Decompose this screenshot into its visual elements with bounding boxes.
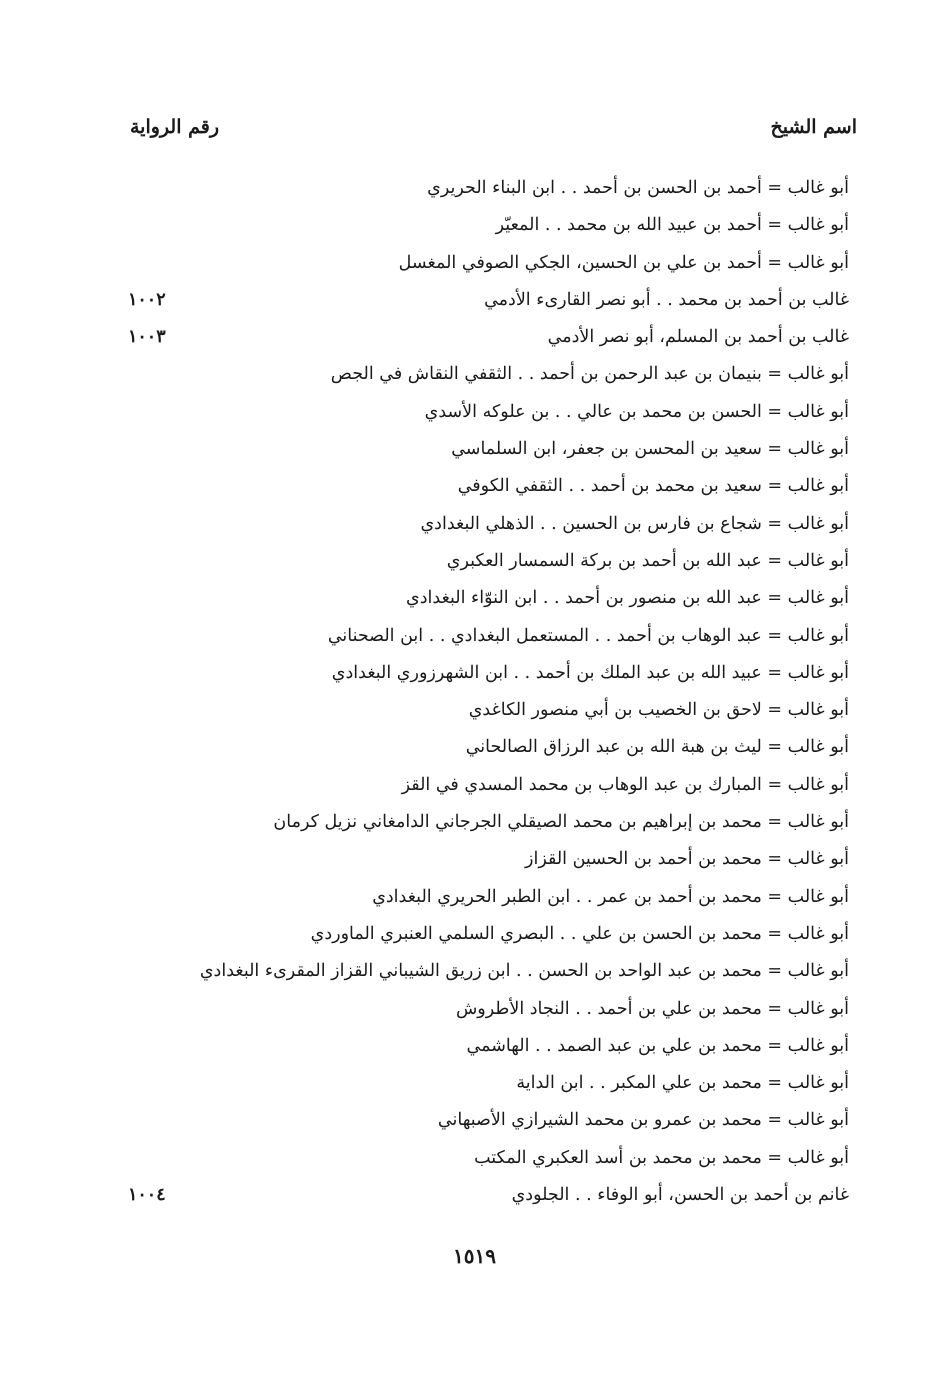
entry-text: أبو غالب = محمد بن الحسن بن علي . . البصري السلمي العنبري الماوردي bbox=[310, 923, 849, 944]
entry-text: غالب بن أحمد بن المسلم، أبو نصر الأدمي bbox=[547, 327, 849, 348]
entries-list bbox=[100, 172, 849, 1216]
page-number: ١٥١٩ bbox=[453, 1244, 496, 1268]
entry-text: أبو غالب = محمد بن علي المكبر . . ابن الداية bbox=[516, 1073, 849, 1094]
entry-text: أبو غالب = محمد بن إبراهيم بن محمد الصيقلي الجرجاني الدامغاني نزيل كرمان bbox=[273, 812, 849, 833]
entry-text: أبو غالب = محمد بن أحمد بن الحسين القزاز bbox=[525, 849, 849, 870]
entry-text: غالب بن أحمد بن محمد . . أبو نصر القارىء الأدمي bbox=[484, 289, 849, 310]
list-item bbox=[100, 881, 849, 918]
list-item bbox=[100, 918, 849, 955]
list-item bbox=[100, 508, 849, 545]
entry-text: أبو غالب = عبيد الله بن عبد الملك بن أحمد . . ابن الشهرزوري البغدادي bbox=[331, 662, 849, 683]
entry-text: أبو غالب = ليث بن هبة الله بن عبد الرزاق الصالحاني bbox=[465, 737, 849, 758]
entry-text: أبو غالب = سعيد بن محمد بن أحمد . . الثقفي الكوفي bbox=[457, 476, 849, 497]
entry-text: أبو غالب = سعيد بن المحسن بن جعفر، ابن السلماسي bbox=[451, 439, 849, 460]
entry-text: أبو غالب = محمد بن عبد الواحد بن الحسن . . ابن زريق الشيباني القزاز المقرىء البغدادي bbox=[199, 961, 849, 982]
list-item bbox=[100, 358, 849, 395]
entry-text: غانم بن أحمد بن الحسن، أبو الوفاء . . الجلودي bbox=[511, 1185, 849, 1206]
column-header-sheikh-name: اسم الشيخ bbox=[770, 116, 857, 138]
list-item bbox=[100, 284, 849, 321]
list-item bbox=[100, 1067, 849, 1104]
list-item bbox=[100, 209, 849, 246]
list-item bbox=[100, 657, 849, 694]
list-item bbox=[100, 620, 849, 657]
column-header-narration-number: رقم الرواية bbox=[130, 116, 219, 138]
entry-text: أبو غالب = لاحق بن الخصيب بن أبي منصور الكاغدي bbox=[468, 700, 849, 721]
list-item bbox=[100, 321, 849, 358]
list-item bbox=[100, 1030, 849, 1067]
entry-number: ١٠٠٣ bbox=[128, 327, 166, 348]
entry-number: ١٠٠٤ bbox=[128, 1185, 166, 1206]
entry-text: أبو غالب = أحمد بن علي بن الحسين، الجكي الصوفي المغسل bbox=[398, 252, 849, 273]
entry-text: أبو غالب = شجاع بن فارس بن الحسين . . الذهلي البغدادي bbox=[420, 513, 849, 534]
entry-number: ١٠٠٢ bbox=[128, 289, 166, 310]
list-item bbox=[100, 247, 849, 284]
entry-text: أبو غالب = محمد بن محمد بن أسد العكبري المكتب bbox=[474, 1147, 849, 1168]
list-item bbox=[100, 731, 849, 768]
entry-text: أبو غالب = محمد بن عمرو بن محمد الشيرازي الأصبهاني bbox=[437, 1110, 849, 1131]
entry-text: أبو غالب = أحمد بن عبيد الله بن محمد . . المعيّر bbox=[495, 215, 849, 236]
entry-text: أبو غالب = محمد بن علي بن عبد الصمد . . الهاشمي bbox=[466, 1035, 849, 1056]
list-item bbox=[100, 1104, 849, 1141]
list-item bbox=[100, 470, 849, 507]
list-item bbox=[100, 433, 849, 470]
entry-text: أبو غالب = بنيمان بن عبد الرحمن بن أحمد . . الثقفي النقاش في الجص bbox=[330, 364, 849, 385]
list-item bbox=[100, 1179, 849, 1216]
list-item bbox=[100, 582, 849, 619]
list-item bbox=[100, 396, 849, 433]
entry-text: أبو غالب = عبد الوهاب بن أحمد . . المستعمل البغدادي . . ابن الصحناني bbox=[327, 625, 849, 646]
list-item bbox=[100, 993, 849, 1030]
entry-text: أبو غالب = الحسن بن محمد بن عالي . . بن علوكه الأسدي bbox=[424, 401, 849, 422]
entry-text: أبو غالب = المبارك بن عبد الوهاب بن محمد المسدي في القز bbox=[401, 774, 849, 795]
list-item bbox=[100, 843, 849, 880]
list-item bbox=[100, 545, 849, 582]
list-item bbox=[100, 955, 849, 992]
entry-text: أبو غالب = محمد بن علي بن أحمد . . النجاد الأطروش bbox=[455, 998, 849, 1019]
list-item bbox=[100, 694, 849, 731]
list-item bbox=[100, 172, 849, 209]
list-item bbox=[100, 1142, 849, 1179]
list-item bbox=[100, 806, 849, 843]
list-item bbox=[100, 769, 849, 806]
entry-text: أبو غالب = أحمد بن الحسن بن أحمد . . ابن البناء الحريري bbox=[427, 178, 849, 198]
entry-text: أبو غالب = عبد الله بن أحمد بن بركة السمسار العكبري bbox=[446, 550, 849, 571]
entry-text: أبو غالب = محمد بن أحمد بن عمر . . ابن الطبر الحريري البغدادي bbox=[372, 886, 849, 907]
entry-text: أبو غالب = عبد الله بن منصور بن أحمد . . ابن النوّاء البغدادي bbox=[406, 588, 849, 609]
